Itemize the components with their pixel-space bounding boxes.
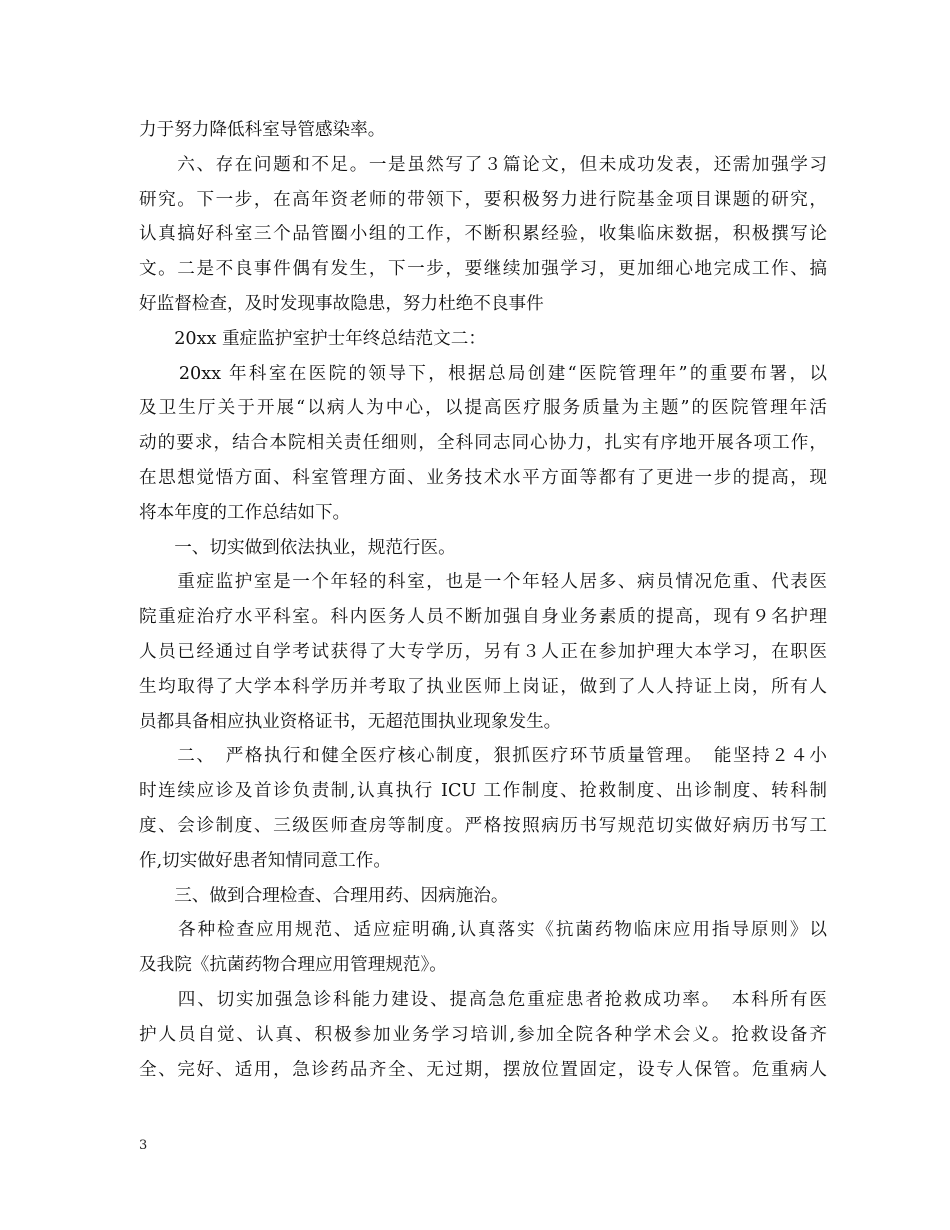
text-line: 文。二是不良事件偶有发生，下一步，要继续加强学习，更加细心地完成工作、搞: [139, 259, 827, 280]
section-heading: 一、切实做到依法执业，规范行医。: [139, 537, 456, 558]
text-line: 院重症治疗水平科室。科内医务人员不断加强自身业务素质的提高，现有９名护理: [139, 607, 827, 628]
page-number: 3: [139, 1138, 148, 1153]
section-heading: 三、做到合理检查、合理用药、因病施治。: [139, 885, 509, 906]
text-line: 好监督检查，及时发现事故隐患，努力杜绝不良事件: [139, 293, 544, 314]
text-line: 各种检查应用规范、适应症明确,认真落实《抗菌药物临床应用指导原则》以: [139, 920, 827, 941]
document-body: [139, 113, 827, 1087]
text-line: 及我院《抗菌药物合理应用管理规范》。: [139, 955, 447, 976]
text-line: 时连续应诊及首诊负责制,认真执行 ICU 工作制度、抢救制度、出诊制度、转科制: [139, 781, 827, 802]
text-line: 员都具备相应执业资格证书，无超范围执业现象发生。: [139, 711, 562, 732]
text-line: 研究。下一步，在高年资老师的带领下，要积极努力进行院基金项目课题的研究，: [139, 189, 827, 210]
text-line: 护人员自觉、认真、积极参加业务学习培训,参加全院各种学术会义。抢救设备齐: [139, 1024, 827, 1045]
text-line: 度、会诊制度、三级医师查房等制度。严格按照病历书写规范切实做好病历书写工: [139, 815, 827, 836]
text-line: 重症监护室是一个年轻的科室，也是一个年轻人居多、病员情况危重、代表医: [139, 572, 827, 593]
section-heading: 20xx 重症监护室护士年终总结范文二：: [139, 328, 486, 349]
text-line: 力于努力降低科室导管感染率。: [139, 120, 386, 140]
text-line: 人员已经通过自学考试获得了大专学历，另有３人正在参加护理大本学习，在职医: [139, 641, 827, 662]
text-line: 将本年度的工作总结如下。: [139, 502, 351, 523]
section-heading: 四、切实加强急诊科能力建设、提高急危重症患者抢救成功率。 本科所有医: [139, 989, 827, 1010]
text-line: 六、存在问题和不足。一是虽然写了３篇论文，但未成功发表，还需加强学习: [139, 154, 827, 175]
text-line: 在思想觉悟方面、科室管理方面、业务技术水平方面等都有了更进一步的提高，现: [139, 467, 827, 488]
text-line: 及卫生厅关于开展“以病人为中心，以提高医疗服务质量为主题”的医院管理年活: [139, 398, 827, 419]
section-heading: 二、 严格执行和健全医疗核心制度，狠抓医疗环节质量管理。 能坚持２４小: [139, 746, 827, 767]
text-line: 20xx 年科室在医院的领导下，根据总局创建“医院管理年”的重要布署，以: [139, 363, 827, 384]
text-line: 作,切实做好患者知情同意工作。: [139, 850, 391, 871]
text-line: 认真搞好科室三个品管圈小组的工作，不断积累经验，收集临床数据，积极撰写论: [139, 224, 827, 245]
text-line: 动的要求，结合本院相关责任细则，全科同志同心协力，扎实有序地开展各项工作，: [139, 433, 827, 454]
text-line: 全、完好、适用，急诊药品齐全、无过期，摆放位置固定，设专人保管。危重病人: [139, 1059, 827, 1080]
text-line: 生均取得了大学本科学历并考取了执业医师上岗证，做到了人人持证上岗，所有人: [139, 676, 827, 697]
